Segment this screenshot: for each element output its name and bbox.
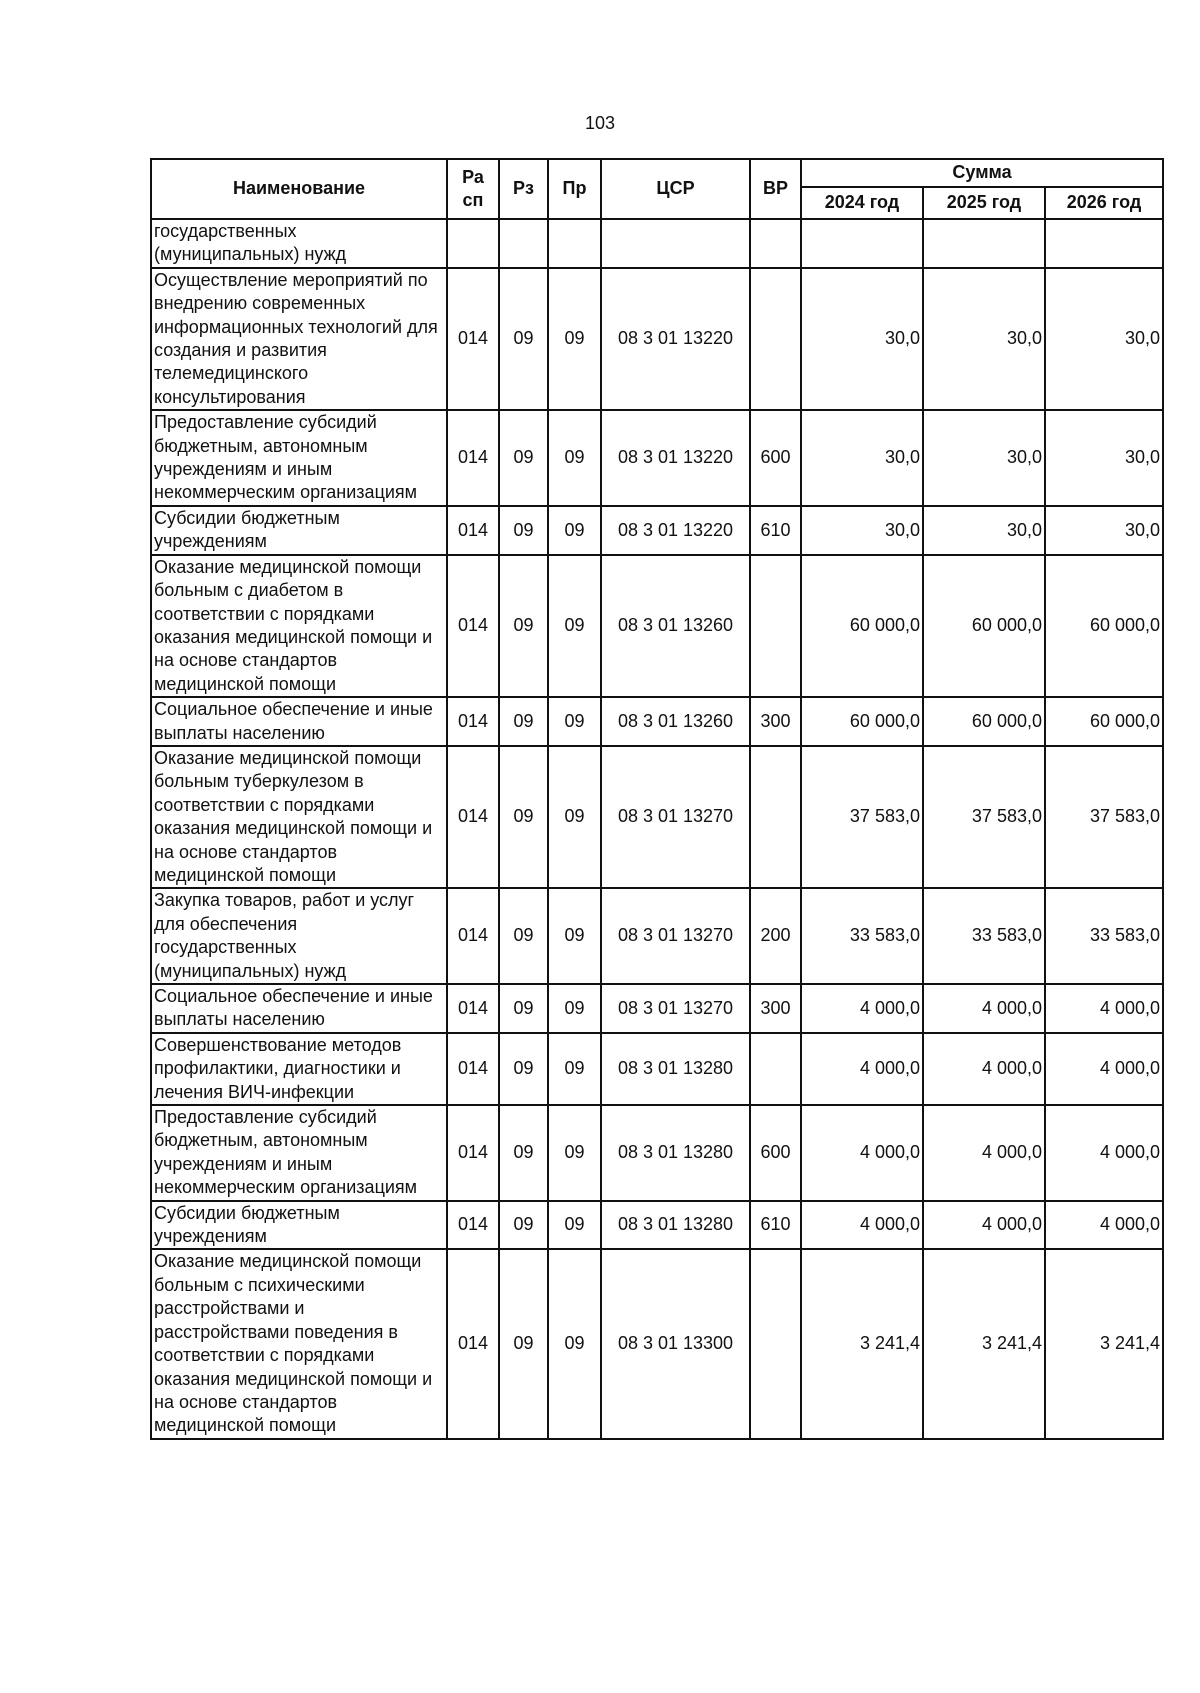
cell-name: Совершенствование методов профилактики, диагностики и лечения ВИЧ-инфекции <box>151 1033 447 1105</box>
cell-name: Предоставление субсидий бюджетным, автономным учреждениям и иным некоммерческим организациям <box>151 1105 447 1201</box>
cell-2024: 60 000,0 <box>801 555 923 697</box>
cell-2024: 4 000,0 <box>801 984 923 1033</box>
cell-rasp <box>447 219 499 268</box>
cell-2026: 30,0 <box>1045 268 1163 410</box>
cell-vr: 200 <box>750 888 801 984</box>
cell-2026: 60 000,0 <box>1045 555 1163 697</box>
cell-name: Предоставление субсидий бюджетным, автономным учреждениям и иным некоммерческим организациям <box>151 410 447 506</box>
table-row <box>151 1201 1163 1250</box>
cell-rz <box>499 219 548 268</box>
cell-2024 <box>801 219 923 268</box>
cell-csr: 08 3 01 13270 <box>601 746 750 888</box>
cell-2025: 30,0 <box>923 410 1045 506</box>
cell-2024: 30,0 <box>801 268 923 410</box>
cell-pr: 09 <box>548 746 601 888</box>
cell-2025: 60 000,0 <box>923 555 1045 697</box>
header-rasp-bottom: сп <box>462 190 484 210</box>
cell-2024: 4 000,0 <box>801 1201 923 1250</box>
table-row <box>151 888 1163 984</box>
cell-pr: 09 <box>548 1201 601 1250</box>
cell-vr: 600 <box>750 1105 801 1201</box>
cell-2025: 30,0 <box>923 506 1045 555</box>
cell-2026: 33 583,0 <box>1045 888 1163 984</box>
cell-csr: 08 3 01 13260 <box>601 697 750 746</box>
table-row <box>151 219 1163 268</box>
cell-2026: 30,0 <box>1045 506 1163 555</box>
table-row <box>151 506 1163 555</box>
table-body <box>151 219 1163 1439</box>
cell-name: Закупка товаров, работ и услуг для обеспечения государственных (муниципальных) нужд <box>151 888 447 984</box>
cell-2024: 30,0 <box>801 410 923 506</box>
cell-csr: 08 3 01 13220 <box>601 268 750 410</box>
cell-name: Оказание медицинской помощи больным с психическими расстройствами и расстройствами поведения в соответствии с порядками оказания медицинской помощи и на основе стандартов медицинской помощи <box>151 1249 447 1438</box>
table-row <box>151 1105 1163 1201</box>
header-rz: Рз <box>499 159 548 219</box>
cell-pr: 09 <box>548 555 601 697</box>
table-row <box>151 268 1163 410</box>
cell-rasp: 014 <box>447 1105 499 1201</box>
page-number: 103 <box>584 113 616 133</box>
cell-vr <box>750 746 801 888</box>
cell-rasp: 014 <box>447 888 499 984</box>
table-row <box>151 984 1163 1033</box>
header-name: Наименование <box>151 159 447 219</box>
cell-pr: 09 <box>548 888 601 984</box>
header-pr: Пр <box>548 159 601 219</box>
table-row <box>151 697 1163 746</box>
cell-pr: 09 <box>548 697 601 746</box>
cell-2026: 4 000,0 <box>1045 1201 1163 1250</box>
table-row <box>151 746 1163 888</box>
cell-2026: 4 000,0 <box>1045 1105 1163 1201</box>
cell-rasp: 014 <box>447 410 499 506</box>
cell-vr: 600 <box>750 410 801 506</box>
cell-2025: 30,0 <box>923 268 1045 410</box>
cell-vr <box>750 555 801 697</box>
header-year-2025: 2025 год <box>923 187 1045 219</box>
cell-2025 <box>923 219 1045 268</box>
cell-rz: 09 <box>499 506 548 555</box>
cell-csr: 08 3 01 13280 <box>601 1201 750 1250</box>
cell-rz: 09 <box>499 697 548 746</box>
cell-rz: 09 <box>499 555 548 697</box>
cell-csr: 08 3 01 13270 <box>601 984 750 1033</box>
cell-rz: 09 <box>499 984 548 1033</box>
cell-2026: 60 000,0 <box>1045 697 1163 746</box>
cell-csr: 08 3 01 13280 <box>601 1033 750 1105</box>
cell-rz: 09 <box>499 746 548 888</box>
cell-2024: 4 000,0 <box>801 1105 923 1201</box>
cell-2025: 37 583,0 <box>923 746 1045 888</box>
header-year-2026: 2026 год <box>1045 187 1163 219</box>
cell-vr <box>750 268 801 410</box>
cell-2024: 60 000,0 <box>801 697 923 746</box>
cell-name: государственных (муниципальных) нужд <box>151 219 447 268</box>
cell-pr: 09 <box>548 506 601 555</box>
table-row <box>151 1249 1163 1438</box>
cell-name: Социальное обеспечение и иные выплаты населению <box>151 984 447 1033</box>
cell-rasp: 014 <box>447 555 499 697</box>
cell-2026: 30,0 <box>1045 410 1163 506</box>
table-row <box>151 1033 1163 1105</box>
cell-2024: 30,0 <box>801 506 923 555</box>
cell-name: Субсидии бюджетным учреждениям <box>151 1201 447 1250</box>
budget-table <box>150 158 1164 1440</box>
cell-rz: 09 <box>499 1105 548 1201</box>
cell-rasp: 014 <box>447 1201 499 1250</box>
header-sum: Сумма <box>801 159 1163 187</box>
cell-name: Субсидии бюджетным учреждениям <box>151 506 447 555</box>
cell-name: Оказание медицинской помощи больным с диабетом в соответствии с порядками оказания медицинской помощи и на основе стандартов медицинской помощи <box>151 555 447 697</box>
cell-2024: 33 583,0 <box>801 888 923 984</box>
cell-pr: 09 <box>548 410 601 506</box>
cell-2025: 33 583,0 <box>923 888 1045 984</box>
cell-2024: 37 583,0 <box>801 746 923 888</box>
cell-2026 <box>1045 219 1163 268</box>
header-vr: ВР <box>750 159 801 219</box>
cell-csr: 08 3 01 13220 <box>601 410 750 506</box>
cell-rasp: 014 <box>447 268 499 410</box>
cell-2025: 4 000,0 <box>923 1201 1045 1250</box>
cell-pr: 09 <box>548 1249 601 1438</box>
cell-vr: 300 <box>750 984 801 1033</box>
cell-2025: 3 241,4 <box>923 1249 1045 1438</box>
cell-csr <box>601 219 750 268</box>
cell-2026: 37 583,0 <box>1045 746 1163 888</box>
cell-name: Оказание медицинской помощи больным туберкулезом в соответствии с порядками оказания медицинской помощи и на основе стандартов медицинской помощи <box>151 746 447 888</box>
cell-2025: 4 000,0 <box>923 984 1045 1033</box>
cell-vr: 610 <box>750 1201 801 1250</box>
cell-name: Социальное обеспечение и иные выплаты населению <box>151 697 447 746</box>
cell-2026: 4 000,0 <box>1045 984 1163 1033</box>
cell-pr: 09 <box>548 268 601 410</box>
cell-csr: 08 3 01 13220 <box>601 506 750 555</box>
cell-rasp: 014 <box>447 1249 499 1438</box>
cell-2026: 4 000,0 <box>1045 1033 1163 1105</box>
cell-vr <box>750 1249 801 1438</box>
cell-pr: 09 <box>548 1033 601 1105</box>
cell-csr: 08 3 01 13280 <box>601 1105 750 1201</box>
cell-vr <box>750 1033 801 1105</box>
cell-csr: 08 3 01 13300 <box>601 1249 750 1438</box>
cell-csr: 08 3 01 13260 <box>601 555 750 697</box>
cell-rasp: 014 <box>447 746 499 888</box>
cell-2025: 60 000,0 <box>923 697 1045 746</box>
cell-rasp: 014 <box>447 697 499 746</box>
header-rasp <box>447 159 499 219</box>
cell-vr <box>750 219 801 268</box>
cell-pr: 09 <box>548 984 601 1033</box>
cell-pr: 09 <box>548 1105 601 1201</box>
cell-name: Осуществление мероприятий по внедрению современных информационных технологий для создания и развития телемедицинского консультирования <box>151 268 447 410</box>
cell-vr: 300 <box>750 697 801 746</box>
table-row <box>151 555 1163 697</box>
cell-2026: 3 241,4 <box>1045 1249 1163 1438</box>
cell-2024: 4 000,0 <box>801 1033 923 1105</box>
cell-2025: 4 000,0 <box>923 1105 1045 1201</box>
cell-csr: 08 3 01 13270 <box>601 888 750 984</box>
cell-pr <box>548 219 601 268</box>
header-year-2024: 2024 год <box>801 187 923 219</box>
header-rasp-top: Ра <box>462 166 484 187</box>
cell-rasp: 014 <box>447 506 499 555</box>
cell-rz: 09 <box>499 1249 548 1438</box>
cell-2025: 4 000,0 <box>923 1033 1045 1105</box>
cell-rz: 09 <box>499 268 548 410</box>
cell-rz: 09 <box>499 1033 548 1105</box>
header-csr: ЦСР <box>601 159 750 219</box>
cell-rz: 09 <box>499 888 548 984</box>
cell-rasp: 014 <box>447 984 499 1033</box>
cell-rasp: 014 <box>447 1033 499 1105</box>
cell-2024: 3 241,4 <box>801 1249 923 1438</box>
cell-vr: 610 <box>750 506 801 555</box>
cell-rz: 09 <box>499 410 548 506</box>
cell-rz: 09 <box>499 1201 548 1250</box>
table-row <box>151 410 1163 506</box>
table-header <box>151 159 1163 219</box>
